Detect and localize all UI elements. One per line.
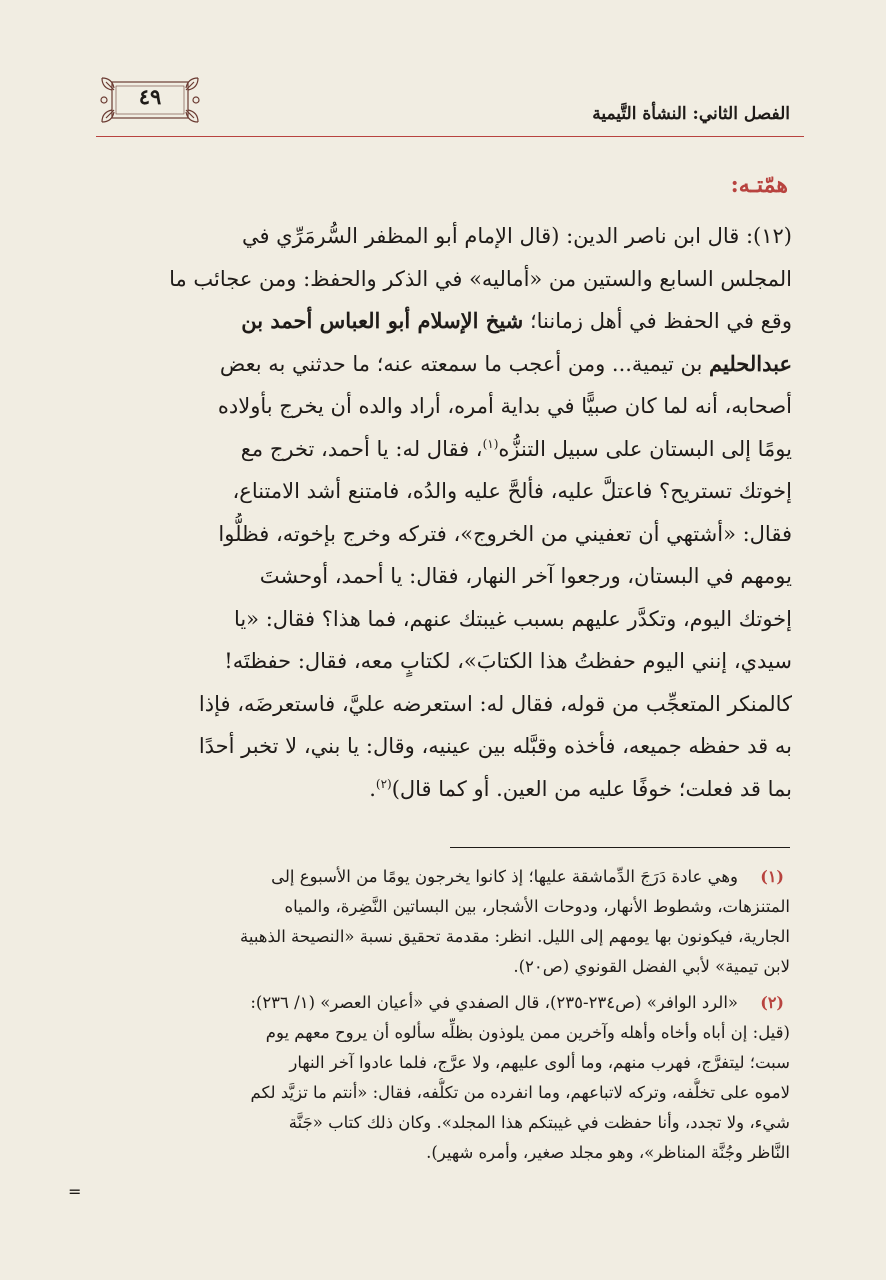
text-line: إخوتك اليوم، وتكدَّر عليهم بسبب غيبتك عنهم، فما هذا؟ فقال: «يا xyxy=(233,606,792,631)
running-title: الفصل الثاني: النشأة التَّيمية xyxy=(592,104,790,124)
text-segment: بن تيمية... ومن أعجب ما سمعته عنه؛ ما حدثني به بعض xyxy=(219,351,703,376)
text-line: به قد حفظه جميعه، فأخذه وقبَّله بين عينيه، وقال: يا بني، لا تخبر أحدًا xyxy=(198,734,792,758)
text-line: أصحابه، أنه لما كان صبيًّا في بداية أمره، أراد والده أن يخرج بأولاده xyxy=(217,394,792,418)
footnote-line: لابن تيمية» لأبي الفضل القونوي (ص٢٠). xyxy=(513,957,790,976)
footnote-line: شيء، ولا تجدد، وأنا حفظت في غيبتكم هذا المجلد». وكان ذلك كتاب «جَنَّة xyxy=(288,1113,790,1132)
footnote-line: النَّاظر وجُنَّة المناظر»، وهو مجلد صغير، وأمره شهير). xyxy=(426,1143,790,1162)
footnote-line: «الرد الوافر» (ص٢٣٤-٢٣٥)، قال الصفدي في «أعيان العصر» (١/ ٢٣٦): xyxy=(250,993,738,1012)
section-heading: همّتـه: xyxy=(730,172,788,198)
footnote-ref[interactable]: (١) xyxy=(482,436,499,451)
page-number: ٤٩ xyxy=(138,84,162,109)
main-text xyxy=(94,215,792,810)
text-line xyxy=(94,300,792,343)
text-segment: وقع في الحفظ في أهل زماننا؛ xyxy=(529,309,792,333)
text-line: المجلس السابع والستين من «أماليه» في الذكر والحفظ: ومن عجائب ما xyxy=(169,266,792,291)
footnote-ref[interactable]: (٢) xyxy=(375,776,392,791)
footnote-number: (٢) xyxy=(760,993,784,1012)
footnote-1 xyxy=(90,862,790,982)
text-line xyxy=(94,768,792,811)
footnote-divider xyxy=(450,847,790,848)
text-segment: . xyxy=(369,776,376,801)
bold-phrase: شيخ الإسلام أبو العباس أحمد بن xyxy=(241,308,524,333)
text-line: (١٢): قال ابن ناصر الدين: (قال الإمام أبو المظفر السُّرمَرِّي في xyxy=(241,224,792,248)
text-line: إخوتك تستريح؟ فاعتلَّ عليه، فألحَّ عليه والدُه، فامتنع أشد الامتناع، xyxy=(232,479,792,503)
page-header xyxy=(96,70,790,136)
footnote-line: المتنزهات، وشطوط الأنهار، ودوحات الأشجار، بين البساتين النَّضِرة، والمياه xyxy=(284,897,790,916)
text-line: فقال: «أشتهي أن تعفيني من الخروج»، فتركه وخرج بإخوته، فظلُّوا xyxy=(218,521,792,546)
text-line xyxy=(94,343,792,386)
footnote-line: لاموه على تخلُّفه، وتركه لاتباعهم، وما انفرده من تكلُّفه، فقال: «أنتم ما تزيَّد لكم xyxy=(250,1083,790,1102)
text-segment: ، فقال له: يا أحمد، تخرج مع xyxy=(240,436,483,461)
text-line: كالمنكر المتعجِّب من قوله، فقال له: استعرضه عليَّ، فاستعرضَه، فإذا xyxy=(198,691,792,716)
footnote-line: (قيل: إن أباه وأخاه وأهله وآخرين ممن يلوذون بظلِّه سألوه أن يروح معهم يوم xyxy=(265,1023,790,1042)
bold-phrase: عبدالحليم xyxy=(709,350,792,376)
header-divider xyxy=(96,136,804,137)
continuation-mark: = xyxy=(68,1182,82,1201)
text-segment: يومًا إلى البستان على سبيل التنزُّه xyxy=(498,436,792,461)
footnote-line: الجارية، فيكونون بها يومهم إلى الليل. انظر: مقدمة تحقيق نسبة «النصيحة الذهبية xyxy=(240,927,790,946)
footnote-line: سبت؛ ليتفرَّج، فهرب منهم، وما ألوى عليهم، ولا عرَّج، فلما عادوا آخر النهار xyxy=(289,1053,790,1072)
text-segment: بما قد فعلت؛ خوفًا عليه من العين. أو كما قال) xyxy=(391,776,792,801)
text-line: يومهم في البستان، ورجعوا آخر النهار، فقال: يا أحمد، أوحشتَ xyxy=(259,564,792,588)
footnote-line: وهي عادة دَرَجَ الدِّماشقة عليها؛ إذ كانوا يخرجون يومًا من الأسبوع إلى xyxy=(271,867,738,886)
footnotes xyxy=(90,862,790,1174)
text-line xyxy=(94,428,792,471)
text-line: سيدي، إنني اليوم حفظتُ هذا الكتابَ»، لكتابٍ معه، فقال: حفظتَه! xyxy=(224,649,792,673)
footnote-2 xyxy=(90,988,790,1168)
footnote-number: (١) xyxy=(760,867,784,886)
